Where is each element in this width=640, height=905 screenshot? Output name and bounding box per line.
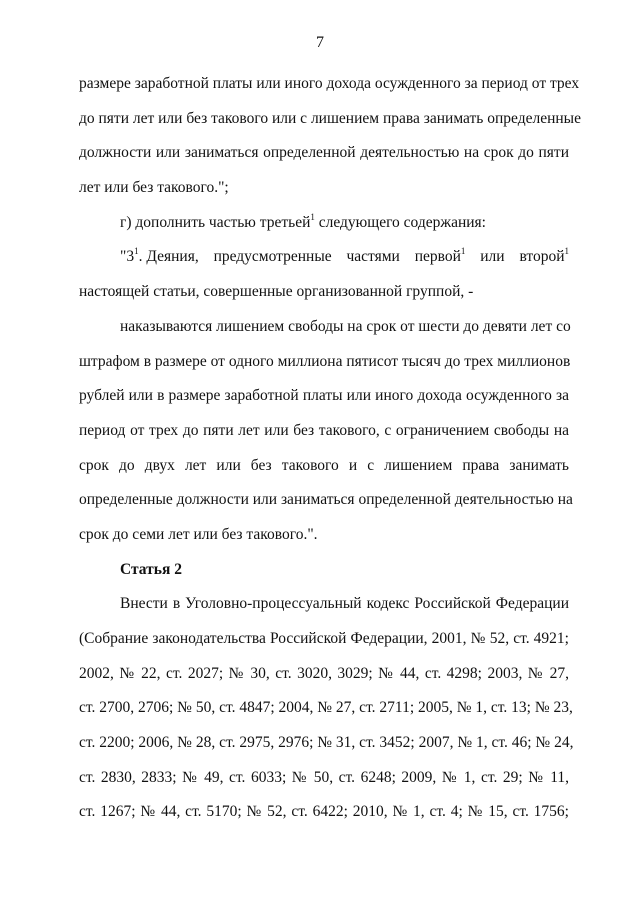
text-fragment: следующего содержания: <box>314 213 486 231</box>
text-line: рублей или в размере заработной платы или иного дохода осужденного за <box>79 387 569 405</box>
text-line: размере заработной платы или иного дохода осужденного за период от трех <box>79 75 580 92</box>
text-line: 2002, № 22, ст. 2027; № 30, ст. 3020, 3029; № 44, ст. 4298; 2003, № 27, <box>79 664 569 682</box>
text-line: наказываются лишением свободы на срок от шести до девяти лет со <box>120 317 571 335</box>
superscript: 1 <box>134 246 139 257</box>
text-fragment: предусмотренные <box>213 248 332 266</box>
amendment-item-g <box>79 213 569 248</box>
page-number: 7 <box>316 34 324 51</box>
part-3-1-first-line <box>79 247 569 282</box>
text-fragment: второй <box>519 248 565 266</box>
text-line: лет или без такового."; <box>79 179 229 197</box>
text-line: (Собрание законодательства Российской Федерации, 2001, № 52, ст. 4921; <box>79 630 569 647</box>
text-line: ст. 2200; 2006, № 28, ст. 2975, 2976; № 31, ст. 3452; 2007, № 1, ст. 46; № 24, <box>79 734 574 752</box>
text-line: период от трех до пяти лет или без такового, с ограничением свободы на <box>79 421 569 439</box>
text-line: ст. 1267; № 44, ст. 5170; № 52, ст. 6422; 2010, № 1, ст. 4; № 15, ст. 1756; <box>79 803 569 821</box>
text-fragment: первой <box>414 248 461 266</box>
text-fragment <box>415 247 466 267</box>
superscript: 1 <box>564 246 569 257</box>
text-line: настоящей статьи, совершенные организованной группой, - <box>79 283 474 301</box>
text-line: должности или заниматься определенной деятельностью на срок до пяти <box>79 144 569 162</box>
text-line: определенные должности или заниматься определенной деятельностью на <box>79 491 573 509</box>
text-fragment: г) дополнить частью третьей <box>120 213 311 231</box>
text-fragment <box>120 247 199 267</box>
text-fragment <box>519 247 569 267</box>
text-line: ст. 2700, 2706; № 50, ст. 4847; 2004, № 27, ст. 2711; 2005, № 1, ст. 13; № 23, <box>79 699 573 717</box>
text-fragment: . Деяния, <box>138 248 199 266</box>
text-line: ст. 2830, 2833; № 49, ст. 6033; № 50, ст. 6248; 2009, № 1, ст. 29; № 11, <box>79 768 569 786</box>
spread-line <box>120 247 569 267</box>
article-heading: Статья 2 <box>120 560 182 578</box>
text-line: срок до двух лет или без такового и с лишением права занимать <box>79 456 569 474</box>
superscript: 1 <box>460 246 466 257</box>
text-fragment: "3 <box>120 248 135 266</box>
text-fragment: или <box>480 248 505 266</box>
superscript: 1 <box>310 211 315 222</box>
text-line: штрафом в размере от одного миллиона пятисот тысяч до трех миллионов <box>79 352 571 370</box>
document-body <box>79 74 581 837</box>
text-line: Внести в Уголовно-процессуальный кодекс Российской Федерации <box>120 595 569 613</box>
text-line: до пяти лет или без такового или с лишением права занимать определенные <box>79 109 581 127</box>
text-line: срок до семи лет или без такового.". <box>79 525 318 543</box>
text-fragment: частями <box>346 248 400 266</box>
